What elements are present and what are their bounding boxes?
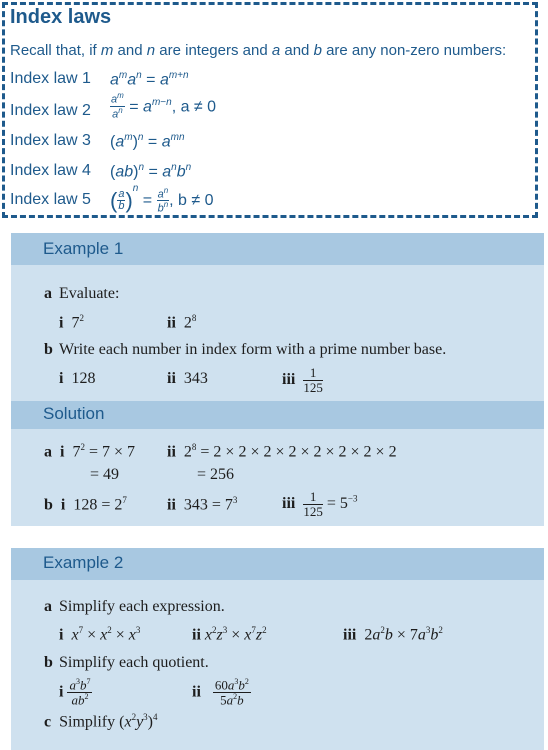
index-law-4-expression: $(ab)^n = a^nb^n$ [110, 162, 192, 181]
ex1-a-i: i $7^2$ [59, 313, 84, 332]
index-law-1-expression: $a^ma^n = a^{m+n}$ [110, 70, 189, 89]
index-law-2-label: Index law 2 [10, 102, 91, 119]
index-laws-recall: Recall that, if m and n are integers and a and b are any non-zero numbers: [10, 42, 507, 59]
ex1-b-text: Write each number in index form with a prime number base. [59, 341, 447, 358]
ex2-c: c Simplify $(x^2y^3)^4$ [44, 712, 158, 731]
example-2-header [11, 548, 544, 580]
ex2-a-iii: iii $2a^2b \times 7a^3b^2$ [343, 625, 443, 644]
ex2-a-text: Simplify each expression. [59, 598, 225, 615]
sol-b-ii: ii $343 = 7^3$ [167, 495, 238, 514]
ex1-a-ii: ii $2^8$ [167, 313, 197, 332]
ex1-b-i: i 128 [59, 370, 96, 387]
ex1-a-label: a [44, 285, 52, 302]
sol-b-iii: iii $\frac{1}{125}$ = $5^{-3}$ [282, 489, 358, 519]
ex2-b-ii: ii $\frac{60a^3b^2}{5a^2b}$ [192, 677, 249, 708]
ex1-a-text: Evaluate: [59, 285, 120, 302]
ex1-b-iii: iii $\frac{1}{125}$ [282, 365, 323, 395]
ex1-b-label: b [44, 341, 53, 358]
ex2-b-text: Simplify each quotient. [59, 654, 209, 671]
solution-title: Solution [43, 404, 105, 423]
index-law-1-label: Index law 1 [10, 70, 91, 87]
sol-a-i: a i $7^2 = 7 \times 7$ [44, 442, 135, 461]
index-law-5-expression: ( $\frac{a}{b}$ )$^n$ = $\frac{a^n}{b^n}$ , b ≠ 0 [110, 183, 214, 215]
ex2-a-ii: ii $x^2z^3 \times x^7z^2$ [192, 625, 267, 644]
index-law-4-label: Index law 4 [10, 162, 91, 179]
sol-a-i-result: = 49 [90, 466, 120, 483]
example-2-title: Example 2 [43, 553, 124, 572]
sol-a-ii: ii $2^8 = 2 \times 2 \times 2 \times 2 \times 2 \times 2 \times 2 \times 2$ [167, 442, 397, 461]
solution-header [11, 401, 544, 429]
example-1-title: Example 1 [43, 239, 124, 258]
ex2-a-i: i $x^7 \times x^2 \times x^3$ [59, 625, 141, 644]
ex2-b-label: b [44, 654, 53, 671]
example-1-header [11, 233, 544, 265]
index-law-3-expression: $(a^m)^n = a^{mn}$ [110, 132, 185, 151]
sol-a-ii-result: = 256 [197, 466, 235, 483]
index-laws-title: Index laws [10, 6, 112, 28]
index-law-2-expression: $\frac{a^m}{a^n}$ = $a^{m-n}$, a ≠ 0 [111, 91, 217, 121]
ex2-b-i: i $\frac{a^3b^7}{ab^2}$ [59, 677, 91, 708]
ex2-a-label: a [44, 598, 52, 615]
sol-b-i: b i $128 = 2^7$ [44, 495, 127, 514]
index-law-3-label: Index law 3 [10, 132, 91, 149]
ex1-b-ii: ii 343 [167, 370, 208, 387]
index-law-5-label: Index law 5 [10, 191, 91, 208]
